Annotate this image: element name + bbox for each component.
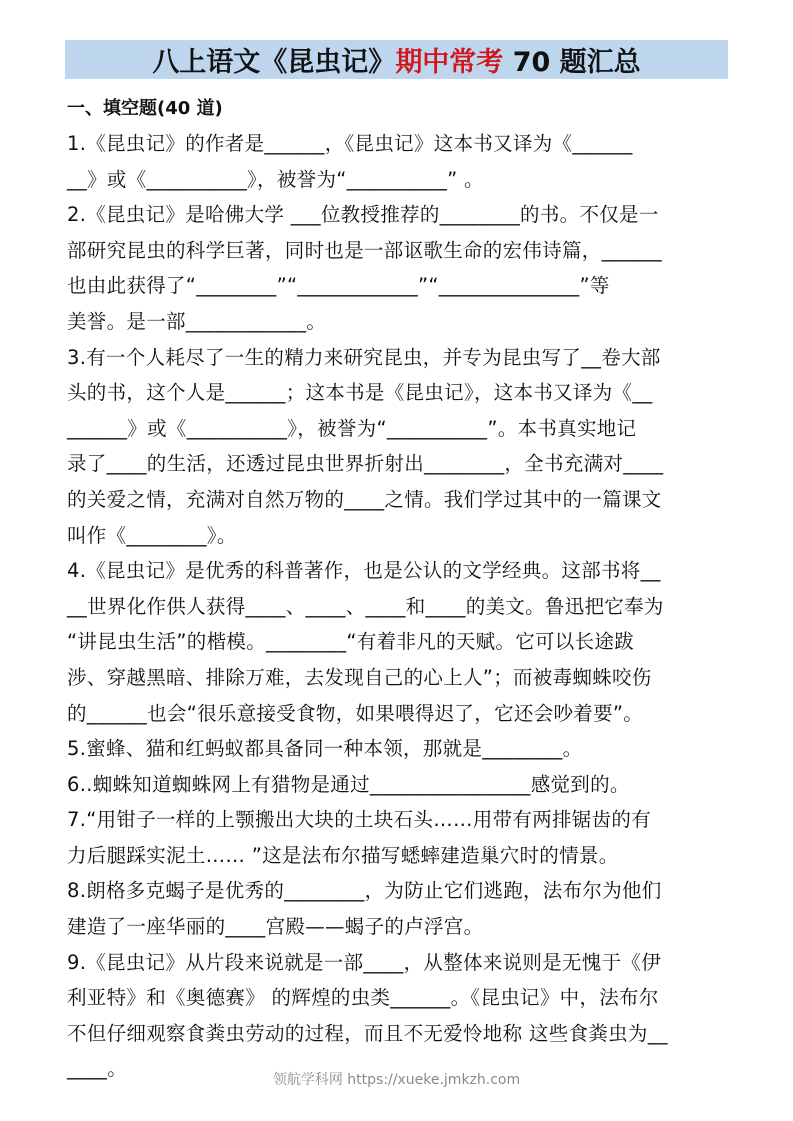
- text-line: 美誉。是一部____________。: [67, 309, 327, 333]
- text-line: 8.朗格多克蝎子是优秀的________，为防止它们逃跑，法布尔为他们: [67, 879, 662, 903]
- text-line: 不但仔细观察食粪虫劳动的过程，而且不无爱怜地称 这些食粪虫为__: [67, 1021, 668, 1045]
- text-line: 利亚特》和《奥德赛》 的辉煌的虫类______。《昆虫记》中，法布尔: [67, 986, 659, 1010]
- title-banner: [65, 40, 728, 79]
- text-line: 建造了一座华丽的____宫殿——蝎子的卢浮宫。: [67, 915, 484, 939]
- text-line: 录了____的生活，还透过昆虫世界折射出________，全书充满对____: [67, 452, 664, 476]
- text-line: __世界化作供人获得____、____、____和____的美文。鲁迅把它奉为: [67, 594, 664, 618]
- text-line: “讲昆虫生活”的楷模。________“有着非凡的天赋。它可以长途跋: [67, 630, 635, 654]
- text-line: 涉、穿越黑暗、排除万难，去发现自己的心上人”；而被毒蜘蛛咬伤: [67, 665, 652, 689]
- text-line: ______》或《__________》，被誉为“__________”。本书真实地记: [67, 416, 637, 440]
- text-line: 头的书，这个人是______；这本书是《昆虫记》，这本书又译为《__: [67, 381, 653, 405]
- text-line: ____。: [67, 1057, 127, 1081]
- title-part-1: 八上语文《昆虫记》: [152, 47, 396, 78]
- text-line: 部研究昆虫的科学巨著，同时也是一部讴歌生命的宏伟诗篇，______: [67, 238, 662, 262]
- text-line: 7.“用钳子一样的上颚搬出大块的土块石头……用带有两排锯齿的有: [67, 808, 652, 832]
- text-line: 6..蜘蛛知道蜘蛛网上有猎物是通过________________感觉到的。: [67, 772, 630, 796]
- title-part-3: 70 题汇总: [503, 47, 641, 78]
- footer-watermark: 领航学科网 https://xueke.jmkzh.com: [272, 1072, 521, 1088]
- text-line: __》或《__________》，被誉为“__________” 。: [67, 167, 484, 191]
- text-line: 的关爱之情，充满对自然万物的____之情。我们学过其中的一篇课文: [67, 487, 662, 511]
- text-line: 1.《昆虫记》的作者是______，《昆虫记》这本书又译为《______: [67, 132, 633, 155]
- section-heading: 一、填空题(40 道): [67, 98, 223, 119]
- question-list: [67, 126, 729, 1087]
- text-line: 的______也会“很乐意接受食物，如果喂得迟了，它还会吵着要”。: [67, 701, 644, 725]
- text-line: 3.有一个人耗尽了一生的精力来研究昆虫，并专为昆虫写了__卷大部: [67, 345, 661, 369]
- text-line: 5.蜜蜂、猫和红蚂蚁都具备同一种本领，那就是________。: [67, 737, 583, 761]
- text-line: 也由此获得了“________”“____________”“______________”等: [67, 274, 610, 298]
- text-line: 9.《昆虫记》从片段来说就是一部____，从整体来说则是无愧于《伊: [67, 950, 662, 974]
- document-title: [152, 40, 640, 79]
- text-line: 4.《昆虫记》是优秀的科普著作，也是公认的文学经典。这部书将__: [67, 559, 661, 583]
- text-line: 叫作《________》。: [67, 523, 237, 547]
- text-line: 2.《昆虫记》是哈佛大学 ___位教授推荐的________的书。不仅是一: [67, 203, 659, 227]
- title-highlight: 期中常考: [395, 47, 504, 78]
- text-line: 力后腿踩实泥土…… ”这是法布尔描写蟋蟀建造巢穴时的情景。: [67, 843, 619, 867]
